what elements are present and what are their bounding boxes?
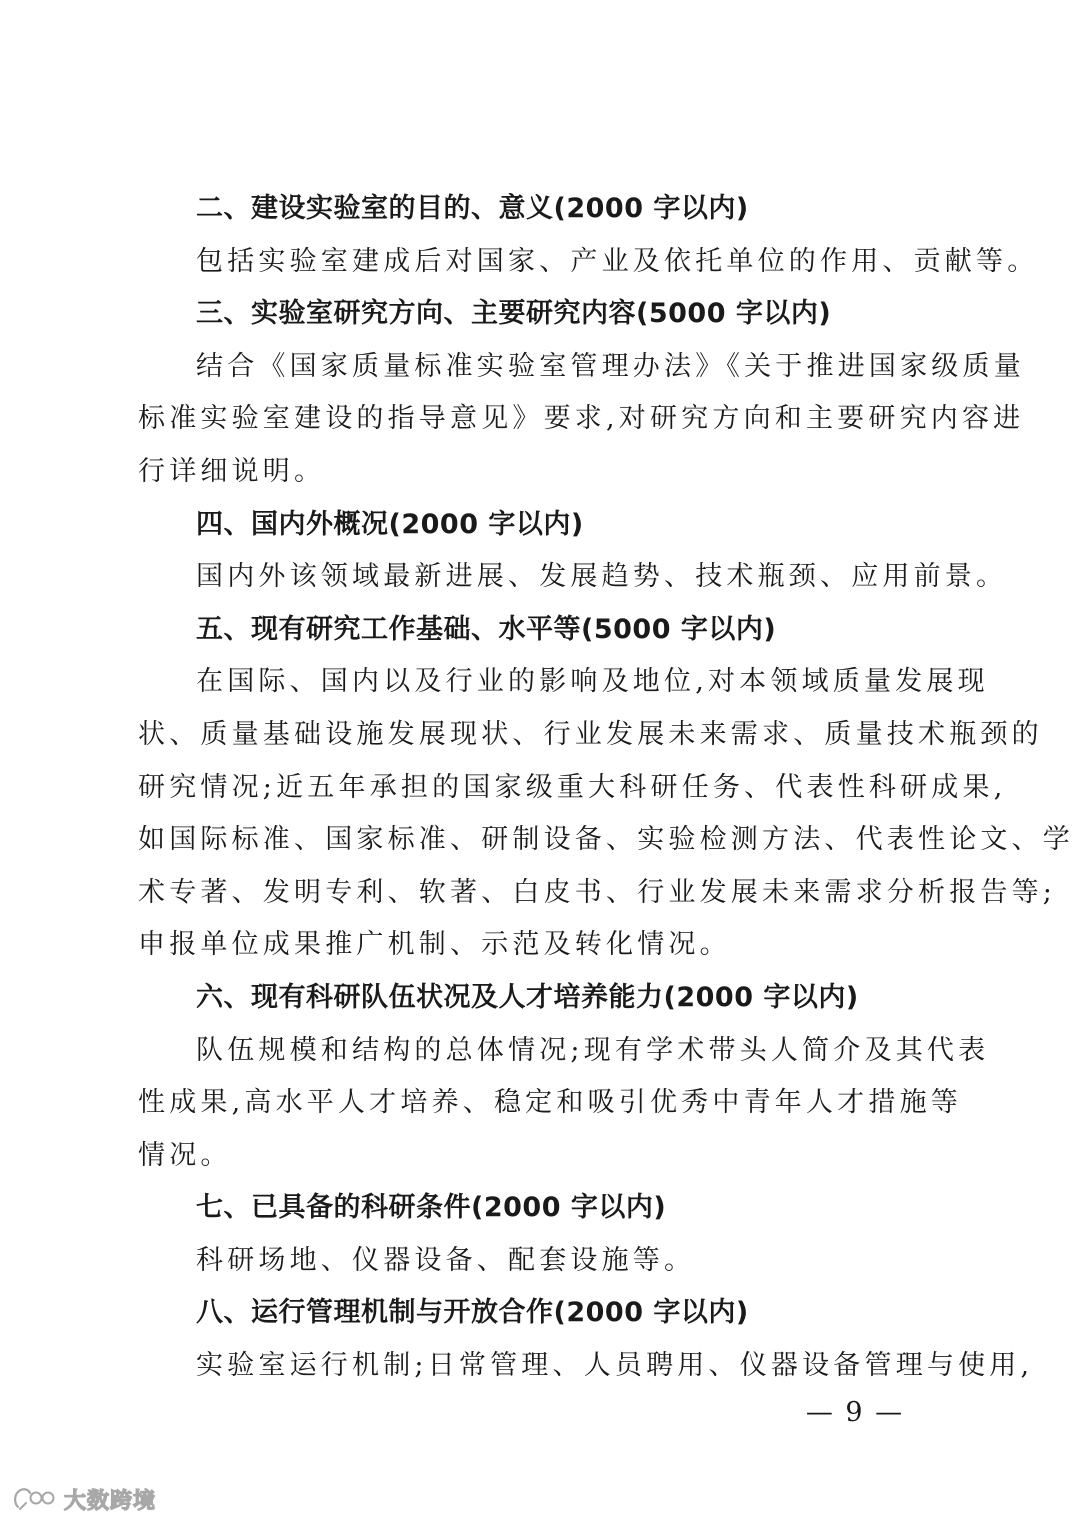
watermark-text: 大数跨境 xyxy=(64,1488,157,1514)
paragraph-line: 研究情况;近五年承担的国家级重大科研任务、代表性科研成果, xyxy=(138,771,1007,803)
section-heading: 四、国内外概况(2000 字以内) xyxy=(196,508,584,540)
paragraph-line: 国内外该领域最新进展、发展趋势、技术瓶颈、应用前景。 xyxy=(196,561,1008,593)
paragraph-line: 实验室运行机制;日常管理、人员聘用、仪器设备管理与使用, xyxy=(196,1350,1034,1382)
section-heading: 八、运行管理机制与开放合作(2000 字以内) xyxy=(196,1297,749,1329)
paragraph-line: 包括实验室建成后对国家、产业及依托单位的作用、贡献等。 xyxy=(196,245,1039,277)
section-heading: 六、现有科研队伍状况及人才培养能力(2000 字以内) xyxy=(196,981,859,1013)
dashu-logo-icon xyxy=(12,1485,58,1513)
paragraph-line: 状、质量基础设施发展现状、行业发展未来需求、质量技术瓶颈的 xyxy=(138,718,1043,750)
paragraph-line: 申报单位成果推广机制、示范及转化情况。 xyxy=(138,929,731,961)
section-heading: 三、实验室研究方向、主要研究内容(5000 字以内) xyxy=(196,298,832,330)
paragraph-line: 行详细说明。 xyxy=(138,455,326,487)
section-heading: 五、现有研究工作基础、水平等(5000 字以内) xyxy=(196,613,777,645)
paragraph-line: 结合《国家质量标准实验室管理办法》《关于推进国家级质量 xyxy=(196,350,1025,382)
paragraph-line: 在国际、国内以及行业的影响及地位,对本领域质量发展现 xyxy=(196,666,989,698)
paragraph-line: 性成果,高水平人才培养、稳定和吸引优秀中青年人才措施等 xyxy=(138,1087,962,1119)
document-body xyxy=(138,183,1074,1393)
watermark xyxy=(12,1482,156,1516)
page-number: — 9 — xyxy=(805,1397,905,1428)
section-heading: 二、建设实验室的目的、意义(2000 字以内) xyxy=(196,193,749,224)
paragraph-line: 情况。 xyxy=(138,1139,232,1171)
paragraph-line: 科研场地、仪器设备、配套设施等。 xyxy=(196,1244,696,1276)
paragraph-line: 标准实验室建设的指导意见》要求,对研究方向和主要研究内容进 xyxy=(138,403,1025,435)
paragraph-line: 术专著、发明专利、软著、白皮书、行业发展未来需求分析报告等; xyxy=(138,876,1057,908)
paragraph-line: 队伍规模和结构的总体情况;现有学术带头人简介及其代表 xyxy=(196,1034,990,1066)
paragraph-line: 如国际标准、国家标准、研制设备、实验检测方法、代表性论文、学 xyxy=(138,824,1074,856)
section-heading: 七、已具备的科研条件(2000 字以内) xyxy=(196,1192,667,1224)
